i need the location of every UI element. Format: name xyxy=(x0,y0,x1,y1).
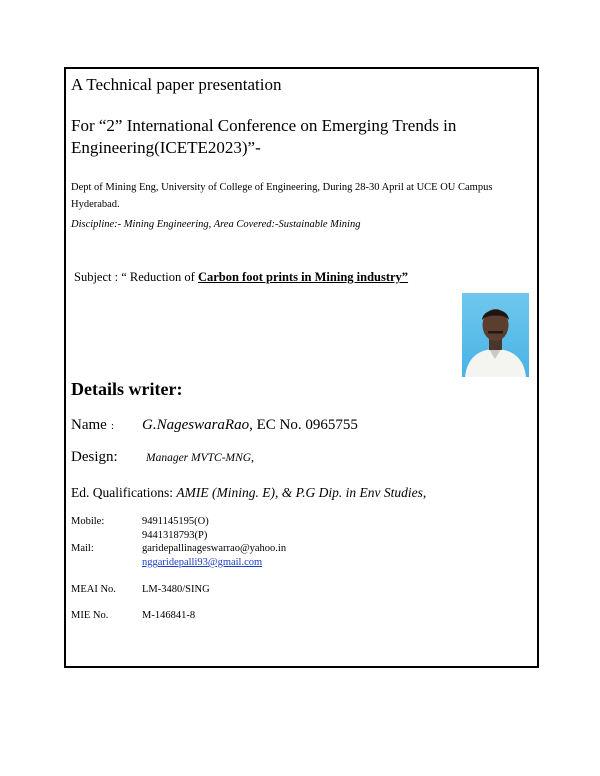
qualifications-row xyxy=(71,485,426,501)
name-colon: : xyxy=(111,421,114,432)
subject-highlight: Carbon foot prints in Mining industry” xyxy=(197,270,409,284)
name-suffix: , EC No. 0965755 xyxy=(249,417,358,433)
mobile-label: Mobile: xyxy=(71,516,105,527)
mobile-1: 9491145195(O) xyxy=(142,516,209,527)
author-photo xyxy=(462,293,529,377)
design-row xyxy=(146,452,254,464)
mail-label: Mail: xyxy=(71,543,94,554)
discipline-text: Discipline:- Mining Engineering, Area Covered:-Sustainable Mining xyxy=(71,219,361,230)
name-row xyxy=(142,417,358,434)
mail-1: garidepallinageswarrao@yahoo.in xyxy=(142,543,287,554)
subject-line xyxy=(74,270,408,285)
details-heading: Details writer: xyxy=(71,379,183,399)
design-value: Manager MVTC-MNG xyxy=(146,452,252,464)
qualifications-label: Ed. Qualifications: xyxy=(71,485,173,500)
meai-label: MEAI No. xyxy=(71,584,116,595)
subject-prefix: Subject : “ Reduction of xyxy=(74,270,198,284)
design-label: Design: xyxy=(71,449,118,465)
header-line-2: For “2” International Conference on Emerging Trends in Engineering(ICETE2023)”- xyxy=(71,116,457,157)
name-value: G.NageswaraRao xyxy=(142,417,250,433)
mie-label: MIE No. xyxy=(71,610,109,621)
dept-text: Dept of Mining Eng, University of College of Engineering, During 28-30 April at UCE OU Campus Hyderabad. xyxy=(71,182,493,210)
mie-value: M-146841-8 xyxy=(142,610,196,621)
name-label: Name xyxy=(71,417,107,433)
design-suffix: , xyxy=(251,452,254,464)
meai-value: LM-3480/SING xyxy=(142,584,210,595)
mail-2-link[interactable]: nggaridepalli93@gmail.com xyxy=(142,557,263,568)
qualifications-suffix: , xyxy=(422,485,427,500)
person-silhouette-icon xyxy=(462,293,529,377)
header-line-1: A Technical paper presentation xyxy=(71,75,282,94)
qualifications-value: AMIE (Mining. E), & P.G Dip. in Env Studies xyxy=(176,485,423,500)
mobile-2: 9441318793(P) xyxy=(142,530,208,541)
